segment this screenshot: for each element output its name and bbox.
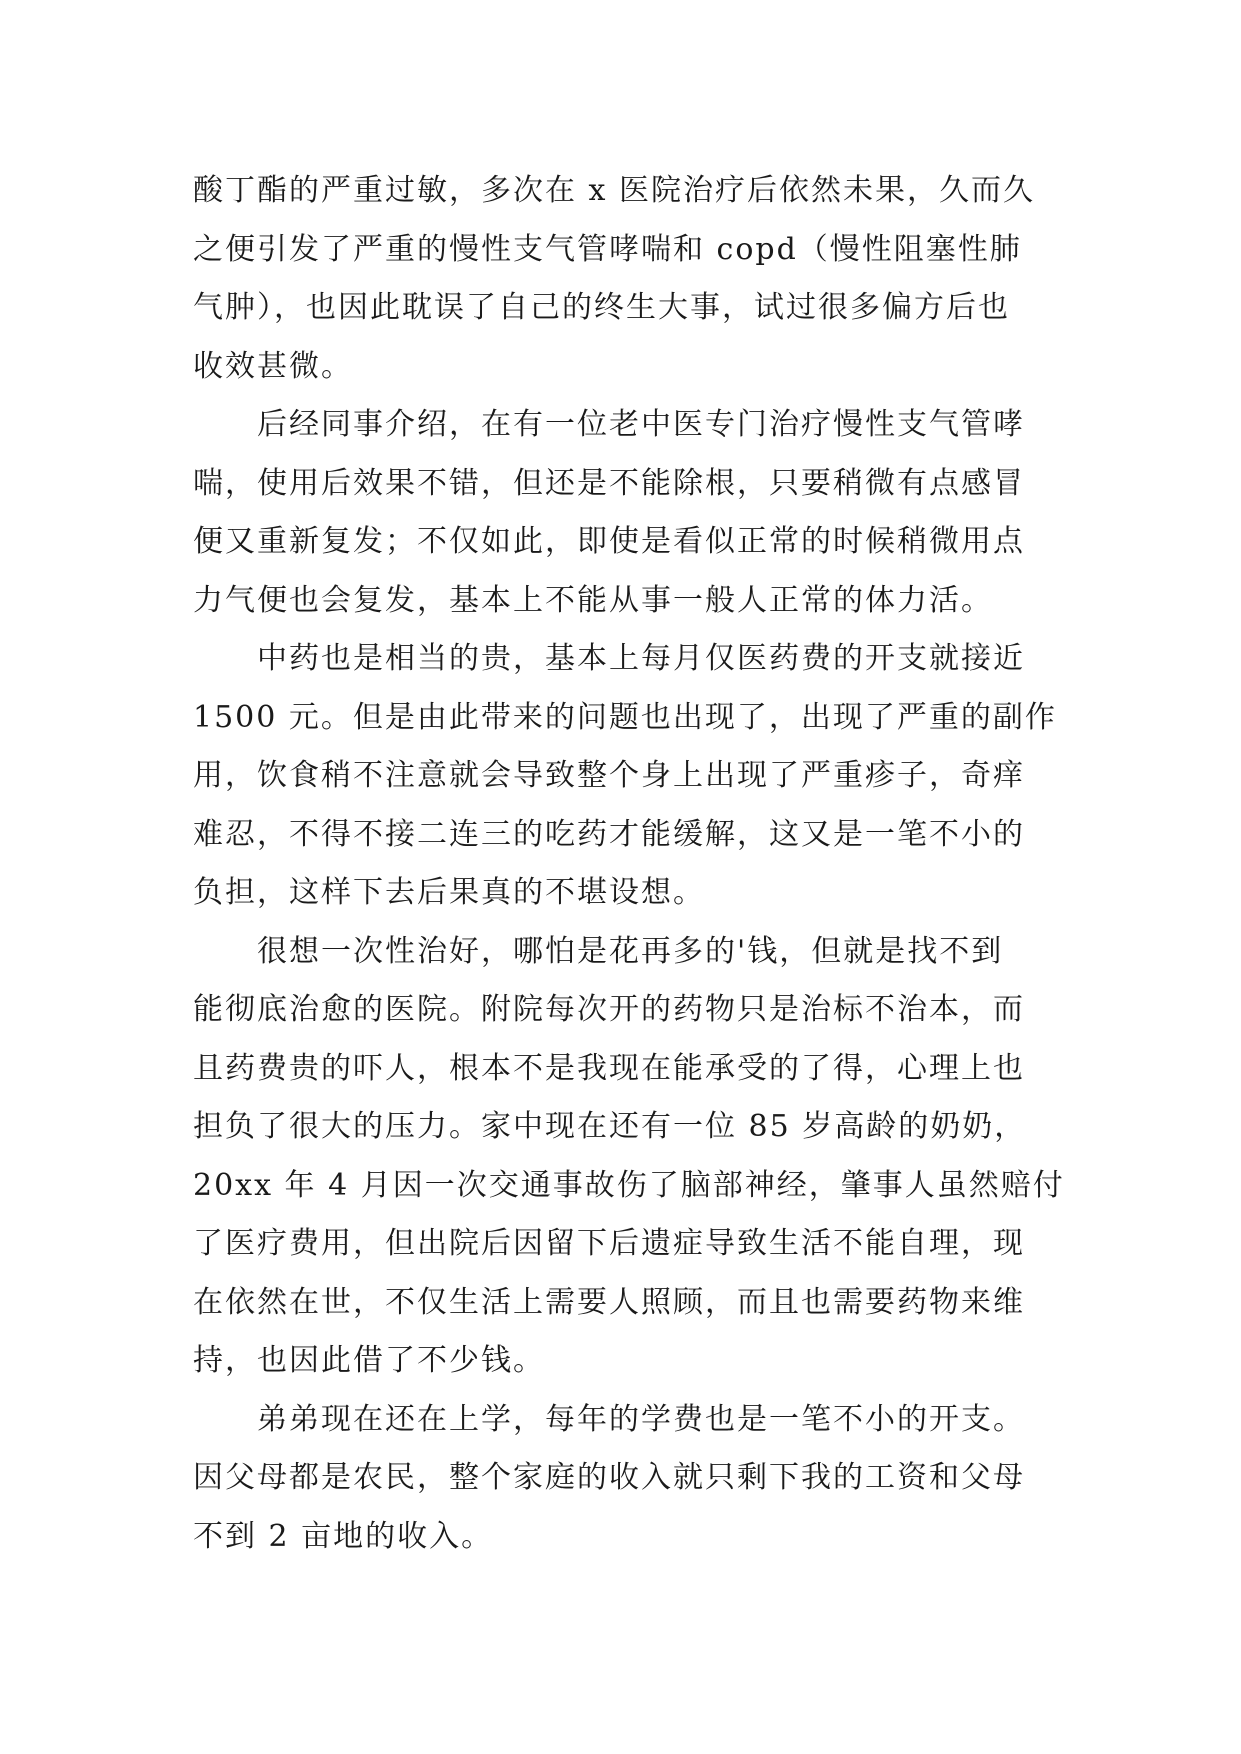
paragraph: 酸丁酯的严重过敏，多次在 x 医院治疗后依然未果，久而久 之便引发了严重的慢性支气管哮喘和 copd（慢性阻塞性肺 气肿），也因此耽误了自己的终生大事，试过很多偏方后也 收效甚微。 — [193, 173, 1035, 384]
paragraph: 中药也是相当的贵，基本上每月仅医药费的开支就接近 1500 元。但是由此带来的问题也出现了，出现了严重的副作 用，饮食稍不注意就会导致整个身上出现了严重疹子，奇痒 难忍，不得不接二连三的吃药才能缓解，这又是一笔不小的 负担，这样下去后果真的不堪设想。 — [193, 641, 1057, 910]
paragraph: 后经同事介绍，在有一位老中医专门治疗慢性支气管哮 喘，使用后效果不错，但还是不能除根，只要稍微有点感冒 便又重新复发；不仅如此，即使是看似正常的时候稍微用点 力气便也会复发，基本上不能从事一般人正常的体力活。 — [193, 407, 1025, 618]
paragraph: 弟弟现在还在上学，每年的学费也是一笔不小的开支。 因父母都是农民，整个家庭的收入就只剩下我的工资和父母 不到 2 亩地的收入。 — [193, 1401, 1025, 1554]
document-body — [193, 162, 1073, 1566]
paragraph: 很想一次性治好，哪怕是花再多的'钱，但就是找不到 能彻底治愈的医院。附院每次开的药物只是治标不治本，而 且药费贵的吓人，根本不是我现在能承受的了得，心理上也 担负了很大的压力。家中现在还有一位 85 岁高龄的奶奶， 20xx 年 4 月因一次交通事故伤了脑部神经，肇事人虽然赔付 了医疗费用，但出院后因留下后遗症导致生活不能自理，现 在依然在世，不仅生活上需要人照顾，而且也需要药物来维 持，也因此借了不少钱。 — [193, 933, 1065, 1378]
